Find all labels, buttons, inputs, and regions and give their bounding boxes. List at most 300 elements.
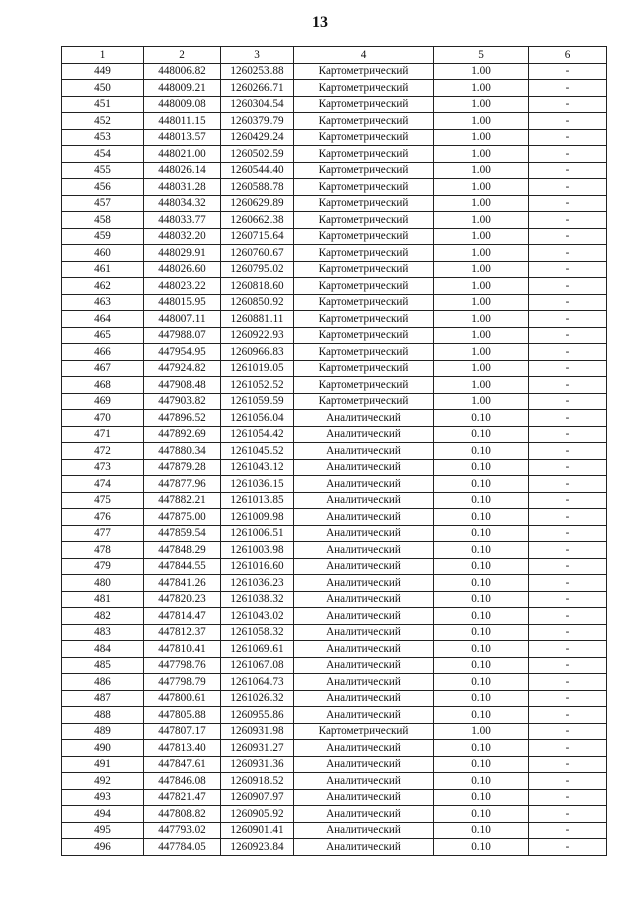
y-coordinate-cell: 1260966.83: [221, 344, 294, 361]
y-coordinate-cell: 1260715.64: [221, 228, 294, 245]
method-cell: Аналитический: [294, 426, 434, 443]
accuracy-cell: 1.00: [434, 278, 529, 295]
point-number-cell: 458: [62, 212, 144, 229]
method-cell: Картометрический: [294, 327, 434, 344]
accuracy-cell: 0.10: [434, 492, 529, 509]
method-cell: Аналитический: [294, 558, 434, 575]
table-row: [62, 443, 607, 460]
point-number-cell: 483: [62, 624, 144, 641]
note-cell: -: [529, 212, 607, 229]
accuracy-cell: 0.10: [434, 773, 529, 790]
point-number-cell: 453: [62, 129, 144, 146]
table-row: [62, 113, 607, 130]
note-cell: -: [529, 773, 607, 790]
point-number-cell: 475: [62, 492, 144, 509]
accuracy-cell: 0.10: [434, 476, 529, 493]
point-number-cell: 481: [62, 591, 144, 608]
accuracy-cell: 1.00: [434, 245, 529, 262]
method-cell: Аналитический: [294, 410, 434, 427]
method-cell: Картометрический: [294, 344, 434, 361]
table-row: [62, 377, 607, 394]
accuracy-cell: 0.10: [434, 657, 529, 674]
method-cell: Картометрический: [294, 63, 434, 80]
table-row: [62, 228, 607, 245]
y-coordinate-cell: 1260379.79: [221, 113, 294, 130]
table-row: [62, 674, 607, 691]
method-cell: Картометрический: [294, 179, 434, 196]
note-cell: -: [529, 278, 607, 295]
y-coordinate-cell: 1260818.60: [221, 278, 294, 295]
table-row: [62, 195, 607, 212]
method-cell: Картометрический: [294, 245, 434, 262]
x-coordinate-cell: 448011.15: [144, 113, 221, 130]
table-row: [62, 707, 607, 724]
y-coordinate-cell: 1261003.98: [221, 542, 294, 559]
point-number-cell: 462: [62, 278, 144, 295]
x-coordinate-cell: 448026.60: [144, 261, 221, 278]
column-header: 3: [221, 47, 294, 64]
method-cell: Картометрический: [294, 278, 434, 295]
x-coordinate-cell: 447908.48: [144, 377, 221, 394]
method-cell: Аналитический: [294, 525, 434, 542]
point-number-cell: 452: [62, 113, 144, 130]
table-row: [62, 756, 607, 773]
y-coordinate-cell: 1260901.41: [221, 822, 294, 839]
point-number-cell: 467: [62, 360, 144, 377]
table-row: [62, 839, 607, 856]
y-coordinate-cell: 1261016.60: [221, 558, 294, 575]
method-cell: Аналитический: [294, 624, 434, 641]
x-coordinate-cell: 447880.34: [144, 443, 221, 460]
method-cell: Аналитический: [294, 608, 434, 625]
point-number-cell: 457: [62, 195, 144, 212]
method-cell: Аналитический: [294, 476, 434, 493]
accuracy-cell: 0.10: [434, 410, 529, 427]
method-cell: Картометрический: [294, 228, 434, 245]
accuracy-cell: 0.10: [434, 608, 529, 625]
x-coordinate-cell: 448029.91: [144, 245, 221, 262]
note-cell: -: [529, 393, 607, 410]
x-coordinate-cell: 447841.26: [144, 575, 221, 592]
y-coordinate-cell: 1260429.24: [221, 129, 294, 146]
x-coordinate-cell: 447924.82: [144, 360, 221, 377]
table-row: [62, 146, 607, 163]
point-number-cell: 479: [62, 558, 144, 575]
note-cell: -: [529, 492, 607, 509]
x-coordinate-cell: 447798.76: [144, 657, 221, 674]
x-coordinate-cell: 447807.17: [144, 723, 221, 740]
accuracy-cell: 1.00: [434, 261, 529, 278]
method-cell: Аналитический: [294, 822, 434, 839]
x-coordinate-cell: 447813.40: [144, 740, 221, 757]
note-cell: -: [529, 146, 607, 163]
table-row: [62, 624, 607, 641]
point-number-cell: 478: [62, 542, 144, 559]
accuracy-cell: 1.00: [434, 129, 529, 146]
column-header: 5: [434, 47, 529, 64]
y-coordinate-cell: 1260931.36: [221, 756, 294, 773]
x-coordinate-cell: 448026.14: [144, 162, 221, 179]
note-cell: -: [529, 63, 607, 80]
y-coordinate-cell: 1261038.32: [221, 591, 294, 608]
table-row: [62, 245, 607, 262]
table-row: [62, 789, 607, 806]
note-cell: -: [529, 476, 607, 493]
note-cell: -: [529, 723, 607, 740]
x-coordinate-cell: 447810.41: [144, 641, 221, 658]
table-body: [62, 63, 607, 855]
note-cell: -: [529, 806, 607, 823]
point-number-cell: 484: [62, 641, 144, 658]
method-cell: Аналитический: [294, 839, 434, 856]
method-cell: Аналитический: [294, 674, 434, 691]
table-row: [62, 509, 607, 526]
note-cell: -: [529, 525, 607, 542]
note-cell: -: [529, 740, 607, 757]
accuracy-cell: 0.10: [434, 641, 529, 658]
column-header: 4: [294, 47, 434, 64]
point-number-cell: 466: [62, 344, 144, 361]
x-coordinate-cell: 448031.28: [144, 179, 221, 196]
point-number-cell: 491: [62, 756, 144, 773]
x-coordinate-cell: 447896.52: [144, 410, 221, 427]
note-cell: -: [529, 789, 607, 806]
y-coordinate-cell: 1260795.02: [221, 261, 294, 278]
x-coordinate-cell: 447805.88: [144, 707, 221, 724]
y-coordinate-cell: 1261036.23: [221, 575, 294, 592]
note-cell: -: [529, 822, 607, 839]
y-coordinate-cell: 1261052.52: [221, 377, 294, 394]
x-coordinate-cell: 447820.23: [144, 591, 221, 608]
accuracy-cell: 0.10: [434, 822, 529, 839]
method-cell: Аналитический: [294, 492, 434, 509]
table-row: [62, 294, 607, 311]
note-cell: -: [529, 410, 607, 427]
accuracy-cell: 0.10: [434, 459, 529, 476]
table-row: [62, 393, 607, 410]
table-row: [62, 360, 607, 377]
x-coordinate-cell: 447882.21: [144, 492, 221, 509]
y-coordinate-cell: 1260502.59: [221, 146, 294, 163]
note-cell: -: [529, 608, 607, 625]
accuracy-cell: 1.00: [434, 723, 529, 740]
column-header: 6: [529, 47, 607, 64]
point-number-cell: 454: [62, 146, 144, 163]
accuracy-cell: 0.10: [434, 690, 529, 707]
point-number-cell: 477: [62, 525, 144, 542]
note-cell: -: [529, 327, 607, 344]
x-coordinate-cell: 448023.22: [144, 278, 221, 295]
note-cell: -: [529, 509, 607, 526]
x-coordinate-cell: 447812.37: [144, 624, 221, 641]
method-cell: Картометрический: [294, 723, 434, 740]
accuracy-cell: 0.10: [434, 674, 529, 691]
accuracy-cell: 0.10: [434, 542, 529, 559]
y-coordinate-cell: 1261045.52: [221, 443, 294, 460]
column-header: 1: [62, 47, 144, 64]
y-coordinate-cell: 1261013.85: [221, 492, 294, 509]
point-number-cell: 488: [62, 707, 144, 724]
table-row: [62, 63, 607, 80]
method-cell: Аналитический: [294, 707, 434, 724]
y-coordinate-cell: 1260931.98: [221, 723, 294, 740]
y-coordinate-cell: 1261069.61: [221, 641, 294, 658]
y-coordinate-cell: 1261006.51: [221, 525, 294, 542]
method-cell: Картометрический: [294, 377, 434, 394]
y-coordinate-cell: 1261067.08: [221, 657, 294, 674]
point-number-cell: 490: [62, 740, 144, 757]
table-row: [62, 773, 607, 790]
table-row: [62, 525, 607, 542]
table-row: [62, 426, 607, 443]
table-row: [62, 690, 607, 707]
table-row: [62, 806, 607, 823]
note-cell: -: [529, 261, 607, 278]
point-number-cell: 482: [62, 608, 144, 625]
table-row: [62, 410, 607, 427]
note-cell: -: [529, 624, 607, 641]
table-row: [62, 608, 607, 625]
y-coordinate-cell: 1260907.97: [221, 789, 294, 806]
point-number-cell: 487: [62, 690, 144, 707]
accuracy-cell: 1.00: [434, 228, 529, 245]
y-coordinate-cell: 1260544.40: [221, 162, 294, 179]
table-row: [62, 492, 607, 509]
point-number-cell: 449: [62, 63, 144, 80]
y-coordinate-cell: 1261056.04: [221, 410, 294, 427]
y-coordinate-cell: 1260923.84: [221, 839, 294, 856]
x-coordinate-cell: 447814.47: [144, 608, 221, 625]
note-cell: -: [529, 839, 607, 856]
y-coordinate-cell: 1260253.88: [221, 63, 294, 80]
y-coordinate-cell: 1260850.92: [221, 294, 294, 311]
accuracy-cell: 0.10: [434, 624, 529, 641]
table-row: [62, 80, 607, 97]
method-cell: Аналитический: [294, 756, 434, 773]
method-cell: Аналитический: [294, 690, 434, 707]
point-number-cell: 489: [62, 723, 144, 740]
method-cell: Картометрический: [294, 96, 434, 113]
y-coordinate-cell: 1260918.52: [221, 773, 294, 790]
y-coordinate-cell: 1261059.59: [221, 393, 294, 410]
table-row: [62, 96, 607, 113]
y-coordinate-cell: 1261064.73: [221, 674, 294, 691]
method-cell: Картометрический: [294, 261, 434, 278]
accuracy-cell: 1.00: [434, 377, 529, 394]
table-row: [62, 459, 607, 476]
table-row: [62, 327, 607, 344]
accuracy-cell: 1.00: [434, 294, 529, 311]
accuracy-cell: 0.10: [434, 443, 529, 460]
method-cell: Аналитический: [294, 443, 434, 460]
accuracy-cell: 1.00: [434, 162, 529, 179]
method-cell: Аналитический: [294, 509, 434, 526]
accuracy-cell: 1.00: [434, 63, 529, 80]
accuracy-cell: 1.00: [434, 212, 529, 229]
x-coordinate-cell: 447859.54: [144, 525, 221, 542]
point-number-cell: 465: [62, 327, 144, 344]
note-cell: -: [529, 591, 607, 608]
note-cell: -: [529, 443, 607, 460]
note-cell: -: [529, 674, 607, 691]
y-coordinate-cell: 1261054.42: [221, 426, 294, 443]
x-coordinate-cell: 447784.05: [144, 839, 221, 856]
point-number-cell: 461: [62, 261, 144, 278]
point-number-cell: 474: [62, 476, 144, 493]
method-cell: Аналитический: [294, 773, 434, 790]
table-row: [62, 558, 607, 575]
method-cell: Аналитический: [294, 459, 434, 476]
accuracy-cell: 1.00: [434, 311, 529, 328]
note-cell: -: [529, 707, 607, 724]
point-number-cell: 493: [62, 789, 144, 806]
y-coordinate-cell: 1261043.02: [221, 608, 294, 625]
method-cell: Аналитический: [294, 641, 434, 658]
point-number-cell: 456: [62, 179, 144, 196]
table-row: [62, 723, 607, 740]
accuracy-cell: 1.00: [434, 327, 529, 344]
note-cell: -: [529, 690, 607, 707]
table-row: [62, 657, 607, 674]
x-coordinate-cell: 448009.21: [144, 80, 221, 97]
note-cell: -: [529, 129, 607, 146]
accuracy-cell: 1.00: [434, 195, 529, 212]
point-number-cell: 496: [62, 839, 144, 856]
point-number-cell: 485: [62, 657, 144, 674]
x-coordinate-cell: 447846.08: [144, 773, 221, 790]
note-cell: -: [529, 641, 607, 658]
note-cell: -: [529, 179, 607, 196]
x-coordinate-cell: 448021.00: [144, 146, 221, 163]
x-coordinate-cell: 447793.02: [144, 822, 221, 839]
point-number-cell: 455: [62, 162, 144, 179]
x-coordinate-cell: 447954.95: [144, 344, 221, 361]
accuracy-cell: 0.10: [434, 740, 529, 757]
point-number-cell: 492: [62, 773, 144, 790]
note-cell: -: [529, 294, 607, 311]
x-coordinate-cell: 448013.57: [144, 129, 221, 146]
note-cell: -: [529, 558, 607, 575]
point-number-cell: 495: [62, 822, 144, 839]
y-coordinate-cell: 1260955.86: [221, 707, 294, 724]
note-cell: -: [529, 344, 607, 361]
accuracy-cell: 1.00: [434, 113, 529, 130]
method-cell: Картометрический: [294, 80, 434, 97]
accuracy-cell: 1.00: [434, 80, 529, 97]
note-cell: -: [529, 360, 607, 377]
y-coordinate-cell: 1261026.32: [221, 690, 294, 707]
table-row: [62, 179, 607, 196]
page-number: 13: [312, 14, 328, 31]
table-row: [62, 278, 607, 295]
accuracy-cell: 1.00: [434, 344, 529, 361]
method-cell: Аналитический: [294, 575, 434, 592]
accuracy-cell: 0.10: [434, 806, 529, 823]
x-coordinate-cell: 448007.11: [144, 311, 221, 328]
x-coordinate-cell: 447879.28: [144, 459, 221, 476]
point-number-cell: 486: [62, 674, 144, 691]
x-coordinate-cell: 448034.32: [144, 195, 221, 212]
accuracy-cell: 0.10: [434, 591, 529, 608]
x-coordinate-cell: 447808.82: [144, 806, 221, 823]
method-cell: Аналитический: [294, 789, 434, 806]
table-row: [62, 822, 607, 839]
x-coordinate-cell: 448033.77: [144, 212, 221, 229]
table-row: [62, 476, 607, 493]
method-cell: Картометрический: [294, 294, 434, 311]
accuracy-cell: 1.00: [434, 179, 529, 196]
accuracy-cell: 1.00: [434, 393, 529, 410]
table-row: [62, 344, 607, 361]
y-coordinate-cell: 1260662.38: [221, 212, 294, 229]
point-number-cell: 460: [62, 245, 144, 262]
method-cell: Аналитический: [294, 740, 434, 757]
method-cell: Аналитический: [294, 657, 434, 674]
accuracy-cell: 1.00: [434, 146, 529, 163]
method-cell: Картометрический: [294, 311, 434, 328]
table-row: [62, 542, 607, 559]
point-number-cell: 451: [62, 96, 144, 113]
point-number-cell: 472: [62, 443, 144, 460]
x-coordinate-cell: 447848.29: [144, 542, 221, 559]
x-coordinate-cell: 447800.61: [144, 690, 221, 707]
x-coordinate-cell: 447798.79: [144, 674, 221, 691]
note-cell: -: [529, 245, 607, 262]
method-cell: Картометрический: [294, 212, 434, 229]
y-coordinate-cell: 1260881.11: [221, 311, 294, 328]
table-row: [62, 162, 607, 179]
accuracy-cell: 0.10: [434, 839, 529, 856]
point-number-cell: 463: [62, 294, 144, 311]
note-cell: -: [529, 195, 607, 212]
note-cell: -: [529, 377, 607, 394]
note-cell: -: [529, 311, 607, 328]
point-number-cell: 469: [62, 393, 144, 410]
table-row: [62, 641, 607, 658]
y-coordinate-cell: 1260905.92: [221, 806, 294, 823]
point-number-cell: 471: [62, 426, 144, 443]
x-coordinate-cell: 447877.96: [144, 476, 221, 493]
note-cell: -: [529, 80, 607, 97]
point-number-cell: 494: [62, 806, 144, 823]
accuracy-cell: 1.00: [434, 360, 529, 377]
y-coordinate-cell: 1260266.71: [221, 80, 294, 97]
method-cell: Аналитический: [294, 542, 434, 559]
y-coordinate-cell: 1261058.32: [221, 624, 294, 641]
table-row: [62, 212, 607, 229]
table-header-row: [62, 47, 607, 64]
note-cell: -: [529, 162, 607, 179]
note-cell: -: [529, 756, 607, 773]
point-number-cell: 459: [62, 228, 144, 245]
accuracy-cell: 1.00: [434, 96, 529, 113]
column-header: 2: [144, 47, 221, 64]
x-coordinate-cell: 448015.95: [144, 294, 221, 311]
note-cell: -: [529, 113, 607, 130]
x-coordinate-cell: 448009.08: [144, 96, 221, 113]
method-cell: Картометрический: [294, 360, 434, 377]
y-coordinate-cell: 1260304.54: [221, 96, 294, 113]
accuracy-cell: 0.10: [434, 575, 529, 592]
point-number-cell: 480: [62, 575, 144, 592]
x-coordinate-cell: 447821.47: [144, 789, 221, 806]
x-coordinate-cell: 448032.20: [144, 228, 221, 245]
x-coordinate-cell: 447892.69: [144, 426, 221, 443]
x-coordinate-cell: 447988.07: [144, 327, 221, 344]
table-row: [62, 261, 607, 278]
y-coordinate-cell: 1260629.89: [221, 195, 294, 212]
method-cell: Картометрический: [294, 129, 434, 146]
